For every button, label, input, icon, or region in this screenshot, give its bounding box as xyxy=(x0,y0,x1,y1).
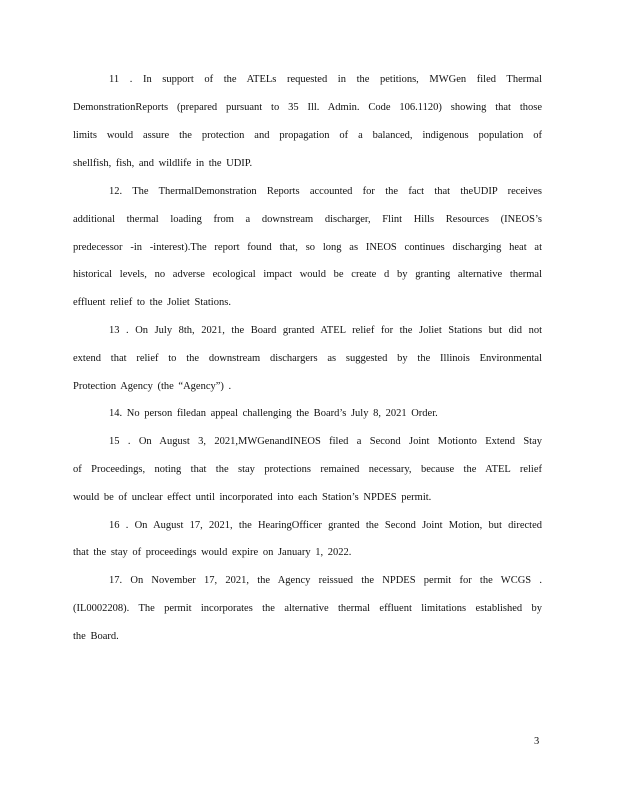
paragraph-line: would be of unclear effect until incorporated into each Station’s NPDES permit. xyxy=(73,492,432,503)
paragraph-line: Protection Agency (the “Agency”) . xyxy=(73,381,232,392)
paragraph-line: limits would assure the protection and propagation of a balanced, indigenous population of xyxy=(73,130,542,141)
paragraph-line: 16 . On August 17, 2021, the HearingOfficer granted the Second Joint Motion, but directed xyxy=(109,520,542,531)
paragraph-line: additional thermal loading from a downstream discharger, Flint Hills Resources (INEOS’s xyxy=(73,214,542,225)
paragraph-line: DemonstrationReports (prepared pursuant to 35 Ill. Admin. Code 106.1120) showing that those xyxy=(73,102,542,113)
paragraph-line: the Board. xyxy=(73,631,119,642)
paragraph-line: effluent relief to the Joliet Stations. xyxy=(73,297,231,308)
paragraph-line: 13 . On July 8th, 2021, the Board granted ATEL relief for the Joliet Stations but did not xyxy=(109,325,542,336)
paragraph-line: predecessor -in -interest).The report found that, so long as INEOS continues discharging heat at xyxy=(73,242,542,253)
paragraph-line: historical levels, no adverse ecological impact would be create d by granting alternative thermal xyxy=(73,269,542,280)
page-number: 3 xyxy=(534,736,540,747)
paragraph-line: 17. On November 17, 2021, the Agency reissued the NPDES permit for the WCGS . xyxy=(109,575,542,586)
paragraph-line: 11 . In support of the ATELs requested in the petitions, MWGen filed Thermal xyxy=(109,74,542,85)
paragraph-line: shellfish, fish, and wildlife in the UDIP. xyxy=(73,158,253,169)
paragraph-line: 14. No person filedan appeal challenging the Board’s July 8, 2021 Order. xyxy=(109,408,438,419)
paragraph-line: extend that relief to the downstream dischargers as suggested by the Illinois Environmental xyxy=(73,353,542,364)
paragraph-line: of Proceedings, noting that the stay protections remained necessary, because the ATEL relief xyxy=(73,464,542,475)
paragraph-line: 12. The ThermalDemonstration Reports accounted for the fact that theUDIP receives xyxy=(109,186,542,197)
paragraph-line: that the stay of proceedings would expire on January 1, 2022. xyxy=(73,547,352,558)
paragraph-line: (IL0002208). The permit incorporates the alternative thermal effluent limitations established by xyxy=(73,603,542,614)
paragraph-line: 15 . On August 3, 2021,MWGenandINEOS filed a Second Joint Motionto Extend Stay xyxy=(109,436,542,447)
